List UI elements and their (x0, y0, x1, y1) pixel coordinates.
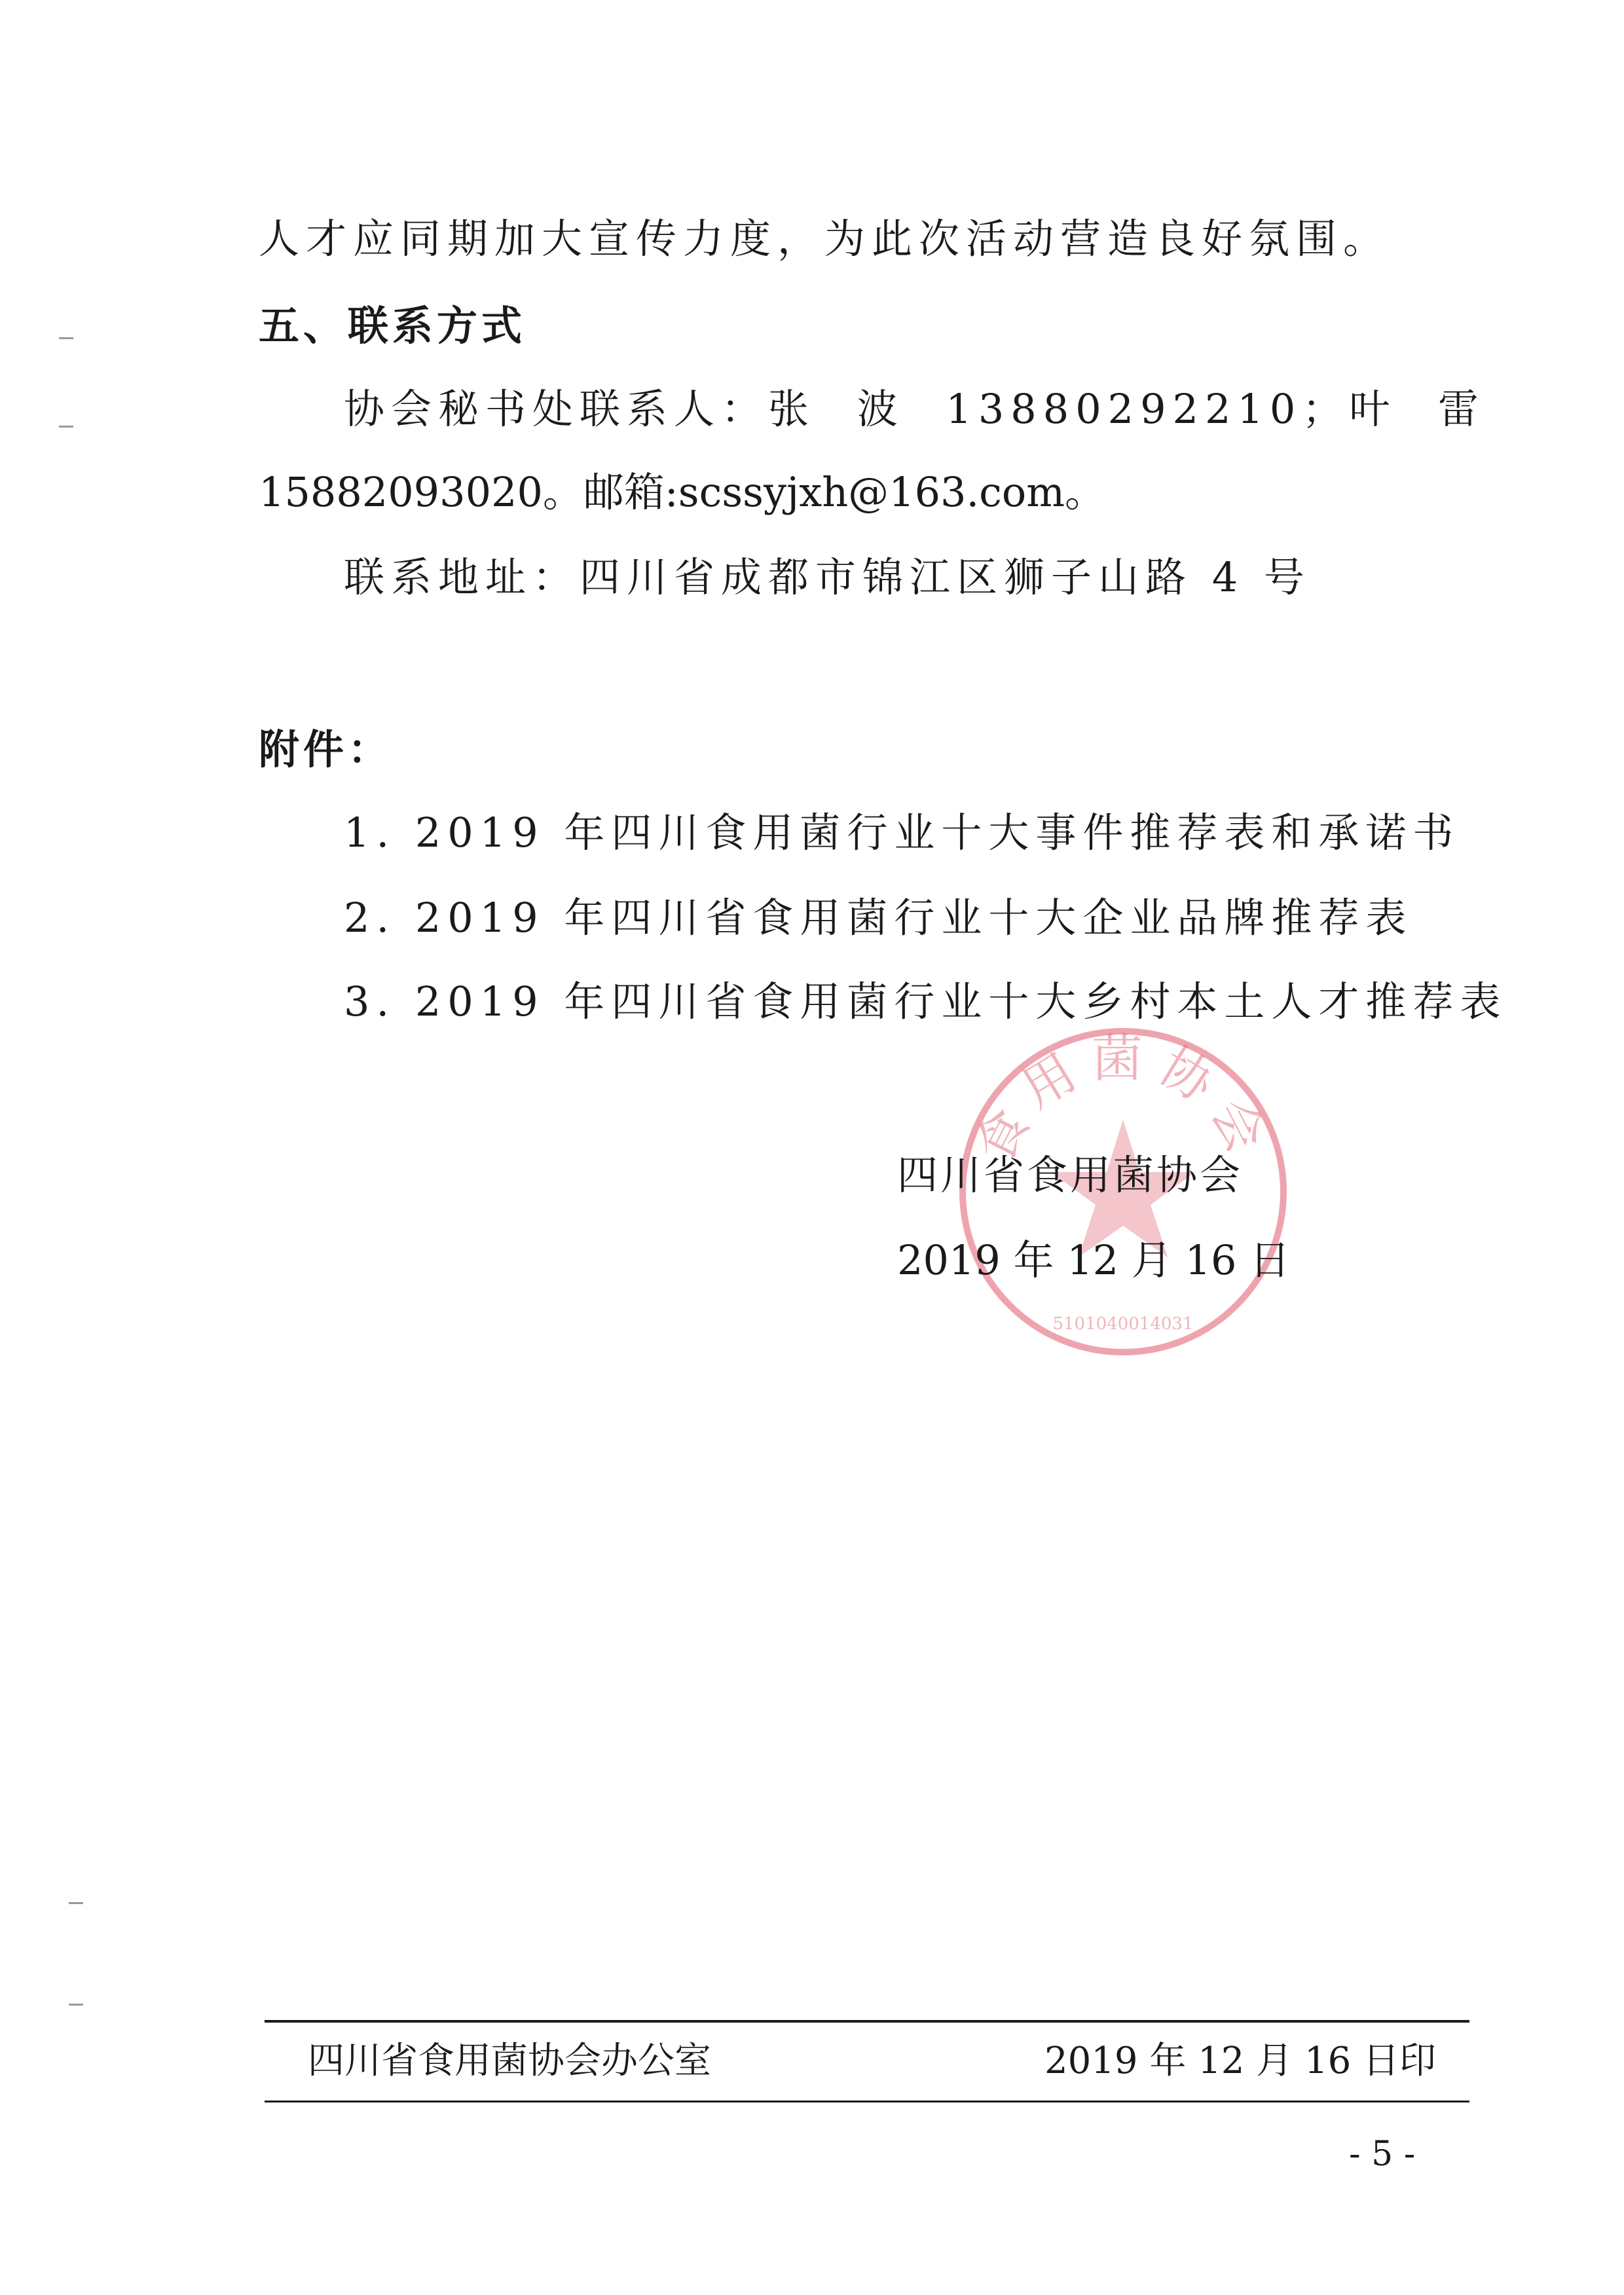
body-continuation: 人才应同期加大宣传力度，为此次活动营造良好氛围。 (259, 215, 1391, 263)
contact-address: 联系地址：四川省成都市锦江区狮子山路 4 号 (344, 553, 1311, 601)
contact-line-1: 协会秘书处联系人：张 波 13880292210；叶 雷 (344, 385, 1486, 433)
scan-mark (59, 426, 73, 428)
scan-mark (69, 2004, 83, 2006)
attachment-item-3: 3. 2019 年四川省食用菌行业十大乡村本土人才推荐表 (344, 978, 1507, 1025)
attachment-item-1: 1. 2019 年四川食用菌行业十大事件推荐表和承诺书 (344, 809, 1460, 856)
page-number: - 5 - (1349, 2135, 1416, 2174)
footer-bottom-rule (265, 2101, 1469, 2102)
signature-date: 2019 年 12 月 16 日 (897, 1236, 1291, 1284)
footer-print-date: 2019 年 12 月 16 日印 (1044, 2040, 1437, 2082)
section-heading-contact: 五、联系方式 (259, 302, 526, 350)
contact-line-2: 15882093020。邮箱:scssyjxh@163.com。 (259, 468, 1106, 516)
scan-mark (59, 337, 73, 339)
seal-text: 食用菌协会 (965, 1029, 1281, 1173)
scan-mark (69, 1902, 83, 1904)
footer-office: 四川省食用菌协会办公室 (308, 2040, 711, 2082)
attachments-heading: 附件： (259, 725, 393, 773)
footer-top-rule (265, 2020, 1469, 2023)
attachment-item-2: 2. 2019 年四川省食用菌行业十大企业品牌推荐表 (344, 894, 1413, 942)
seal-code: 5101040014031 (1052, 1314, 1194, 1334)
signature-organization: 四川省食用菌协会 (897, 1151, 1244, 1199)
